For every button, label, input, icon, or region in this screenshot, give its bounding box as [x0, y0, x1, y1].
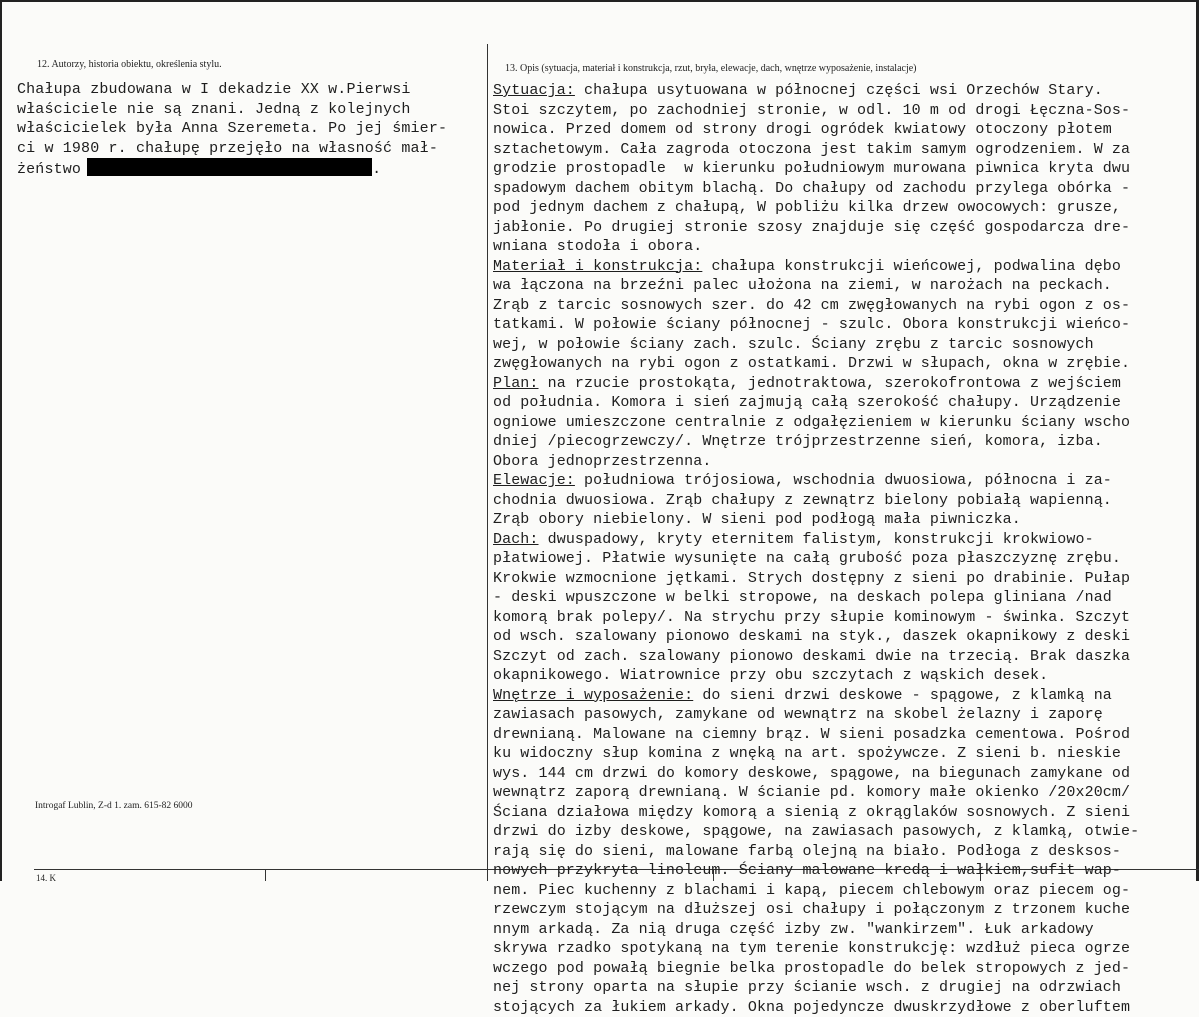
description-line: [493, 510, 1139, 530]
description-line-text: wys. 144 cm drzwi do komory deskowe, spągowe, na biegunach zamykane od: [493, 765, 1130, 782]
description-line-text: Stoi szczytem, po zachodniej stronie, w odl. 10 m od drogi Łęczna-Sos-: [493, 102, 1130, 119]
description-line-text: rają się do sieni, malowane farbą olejną na biało. Podłoga z desksos-: [493, 843, 1121, 860]
column-divider: [487, 44, 488, 881]
description-line-text: nem. Piec kuchenny z blachami i kapą, piecem chlebowym oraz piecem og-: [493, 882, 1130, 899]
description-line: [493, 725, 1139, 745]
description-line: [493, 315, 1139, 335]
description-line: [493, 471, 1139, 491]
description-line: [493, 432, 1139, 452]
description-line-text: Zrąb z tarcic sosnowych szer. do 42 cm zwęgłowanych na rybi ogon z os-: [493, 297, 1130, 314]
description-line: [493, 803, 1139, 823]
history-line: właścicielek była Anna Szeremeta. Po jej śmier-: [17, 119, 447, 139]
description-line-text: chałupa konstrukcji wieńcowej, podwalina dębo: [702, 258, 1121, 275]
description-line-text: od wsch. szalowany pionowo deskami na styk., daszek okapnikowy z deski: [493, 628, 1130, 645]
description-line-text: zawiasach pasowych, zamykane od wewnątrz na skobel żelazny i zaporę: [493, 706, 1103, 723]
description-line-text: rzewczym stojącym na dłuższej osi chałupy i połączonym z trzonem kuche: [493, 901, 1130, 918]
description-line-text: Obora jednoprzestrzenna.: [493, 453, 711, 470]
description-line: [493, 569, 1139, 589]
description-line-text: chałupa usytuowana w północnej części wsi Orzechów Stary.: [575, 82, 1103, 99]
description-line-text: drewnianą. Malowane na ciemny brąz. W sieni posadzka cementowa. Pośrod: [493, 726, 1130, 743]
description-line: [493, 959, 1139, 979]
description-line: [493, 218, 1139, 238]
description-line: [493, 608, 1139, 628]
description-line: [493, 764, 1139, 784]
field-13-label: 13. Opis (sytuacja, materiał i konstrukcja, rzut, bryła, elewacje, dach, wnętrze wyposażenie, instalacje): [505, 63, 917, 74]
description-line-text: Krokwie wzmocnione jętkami. Strych dostępny z sieni po drabinie. Pułap: [493, 570, 1130, 587]
description-line-text: nowica. Przed domem od strony drogi ogródek kwiatowy otoczony płotem: [493, 121, 1112, 138]
description-line-text: okapnikowego. Wiatrownice przy obu szczytach z wąskich desek.: [493, 667, 1048, 684]
description-line: [493, 686, 1139, 706]
description-line: [493, 393, 1139, 413]
description-line-text: wewnątrz zaporą drewnianą. W ścianie pd. komory małe okienko /20x20cm/: [493, 784, 1130, 801]
description-line-text: dwuspadowy, kryty eternitem falistym, konstrukcji krokwiowo-: [539, 531, 1094, 548]
description-line-text: wczego pod powałą biegnie belka prostopadle do belek stropowych z jed-: [493, 960, 1130, 977]
printer-mark: Introgaf Lublin, Z-d 1. zam. 615-82 6000: [35, 801, 193, 811]
description-line-text: jabłonie. Po drugiej stronie szosy znajduje się część gospodarcza dre-: [493, 219, 1130, 236]
history-line: ci w 1980 r. chałupę przejęło na własność mał-: [17, 139, 447, 159]
description-line: [493, 842, 1139, 862]
description-line: [493, 354, 1139, 374]
form-left-edge: [0, 0, 2, 881]
description-line: [493, 120, 1139, 140]
description-line: [493, 588, 1139, 608]
description-line: [493, 783, 1139, 803]
description-line: [493, 413, 1139, 433]
description-line: [493, 335, 1139, 355]
description-line-text: Ściana działowa między komorą a sienią z okrąglaków sosnowych. Z sieni: [493, 804, 1130, 821]
description-line: [493, 179, 1139, 199]
section-heading: Plan:: [493, 375, 539, 392]
history-text: [17, 80, 447, 178]
description-line-text: - deski wpuszczone w belki stropowe, na deskach polepa gliniana /nad: [493, 589, 1112, 606]
form-top-edge: [0, 0, 1199, 2]
field-14-label-cut: 14. K: [36, 873, 56, 883]
description-line: [493, 744, 1139, 764]
description-line-text: od południa. Komora i sień zajmują całą szerokość chałupy. Urządzenie: [493, 394, 1121, 411]
description-line-text: zwęgłowanych na rybi ogon z ostatkami. Drzwi w słupach, okna w zrębie.: [493, 355, 1130, 372]
description-line: [493, 198, 1139, 218]
description-line: [493, 900, 1139, 920]
description-line-text: południowa trójosiowa, wschodnia dwuosiowa, północna i za-: [575, 472, 1112, 489]
description-line: [493, 627, 1139, 647]
description-line-text: wniana stodoła i obora.: [493, 238, 702, 255]
description-line: [493, 666, 1139, 686]
history-line-text: żeństwo: [17, 161, 81, 178]
description-line: [493, 452, 1139, 472]
description-line-text: grodzie prostopadle w kierunku południowym murowana piwnica kryta dwu: [493, 160, 1130, 177]
description-line-text: pod jednym dachem z chałupą, W pobliżu kilka drzew owocowych: grusze,: [493, 199, 1121, 216]
description-line: [493, 237, 1139, 257]
section-heading: Materiał i konstrukcja:: [493, 258, 702, 275]
description-line: [493, 861, 1139, 881]
description-line: [493, 257, 1139, 277]
description-line-text: ogniowe umieszczone centralnie z odgałęzieniem w kierunku ściany wscho: [493, 414, 1130, 431]
description-line-text: nnym arkadą. Za nią druga część izby zw. "wankirzem". Łuk arkadowy: [493, 921, 1094, 938]
description-line-text: skrywa rzadko spotykaną na tym terenie konstrukcję: wzdłuż pieca ogrze: [493, 940, 1130, 957]
description-line-text: komorą brak polepy/. Na strychu przy słupie kominowym - świnka. Szczyt: [493, 609, 1130, 626]
description-line-text: wej, w połowie ściany zach. szulc. Ściany zrębu z tarcic sosnowych: [493, 336, 1094, 353]
description-line: [493, 159, 1139, 179]
description-line: [493, 705, 1139, 725]
description-line: [493, 296, 1139, 316]
description-line: [493, 998, 1139, 1017]
description-line-text: tatkami. W połowie ściany północnej - szulc. Obora konstrukcji wieńco-: [493, 316, 1130, 333]
description-line-text: nowych przykryta linoleum. Ściany malowane kredą i wałkiem,sufit wap-: [493, 862, 1121, 879]
description-line: [493, 81, 1139, 101]
description-line: [493, 920, 1139, 940]
description-line: [493, 549, 1139, 569]
description-line: [493, 374, 1139, 394]
description-line: [493, 647, 1139, 667]
description-line: [493, 978, 1139, 998]
description-line-text: stojących za łukiem arkady. Okna pojedyncze dwuskrzydłowe z oberluftem: [493, 999, 1130, 1016]
field-12-label: 12. Autorzy, historia obiektu, określenia stylu.: [37, 59, 222, 70]
description-line: [493, 530, 1139, 550]
section-heading: Sytuacja:: [493, 82, 575, 99]
description-line: [493, 101, 1139, 121]
history-line-last: [17, 158, 447, 178]
history-line: Chałupa zbudowana w I dekadzie XX w.Pierwsi: [17, 80, 447, 100]
description-line: [493, 939, 1139, 959]
section-heading: Dach:: [493, 531, 539, 548]
description-line-text: ku widoczny słup komina z wnęką na art. spożywcze. Z sieni b. nieskie: [493, 745, 1121, 762]
description-line-text: dniej /piecogrzewczy/. Wnętrze trójprzestrzenne sień, komora, izba.: [493, 433, 1103, 450]
description-line-text: nej strony oparta na słupie przy ścianie wsch. z drugiej na odrzwiach: [493, 979, 1121, 996]
description-line-text: drzwi do izby deskowe, spągowe, na zawiasach pasowych, z klamką, otwie-: [493, 823, 1139, 840]
description-line-text: Zrąb obory niebielony. W sieni pod podłogą mała piwniczka.: [493, 511, 1021, 528]
history-line-end: .: [372, 161, 381, 178]
section-heading: Wnętrze i wyposażenie:: [493, 687, 693, 704]
history-line: właściciele nie są znani. Jedną z kolejnych: [17, 100, 447, 120]
description-line-text: płatwiowej. Płatwie wysunięte na całą grubość poza płaszczyznę zrębu.: [493, 550, 1121, 567]
description-line-text: wa łączona na brzeźni palec ułożona na ziemi, w narożach na peckach.: [493, 277, 1112, 294]
description-line: [493, 140, 1139, 160]
description-line-text: do sieni drzwi deskowe - spągowe, z klamką na: [693, 687, 1112, 704]
redaction-bar: [87, 158, 372, 176]
description-text: [493, 81, 1139, 1017]
description-line: [493, 822, 1139, 842]
description-line: [493, 881, 1139, 901]
description-line: [493, 276, 1139, 296]
section-heading: Elewacje:: [493, 472, 575, 489]
description-line: [493, 491, 1139, 511]
description-line-text: na rzucie prostokąta, jednotraktowa, szerokofrontowa z wejściem: [539, 375, 1122, 392]
description-line-text: sztachetowym. Cała zagroda otoczona jest takim samym ogrodzeniem. W za: [493, 141, 1130, 158]
description-line-text: spadowym dachem obitym blachą. Do chałupy od zachodu przylega obórka -: [493, 180, 1130, 197]
bottom-row-tick: [265, 869, 266, 881]
description-line-text: Szczyt od zach. szalowany pionowo deskami dwie na trzecią. Brak daszka: [493, 648, 1130, 665]
description-line-text: chodnia dwuosiowa. Zrąb chałupy z zewnątrz bielony pobiałą wapienną.: [493, 492, 1112, 509]
